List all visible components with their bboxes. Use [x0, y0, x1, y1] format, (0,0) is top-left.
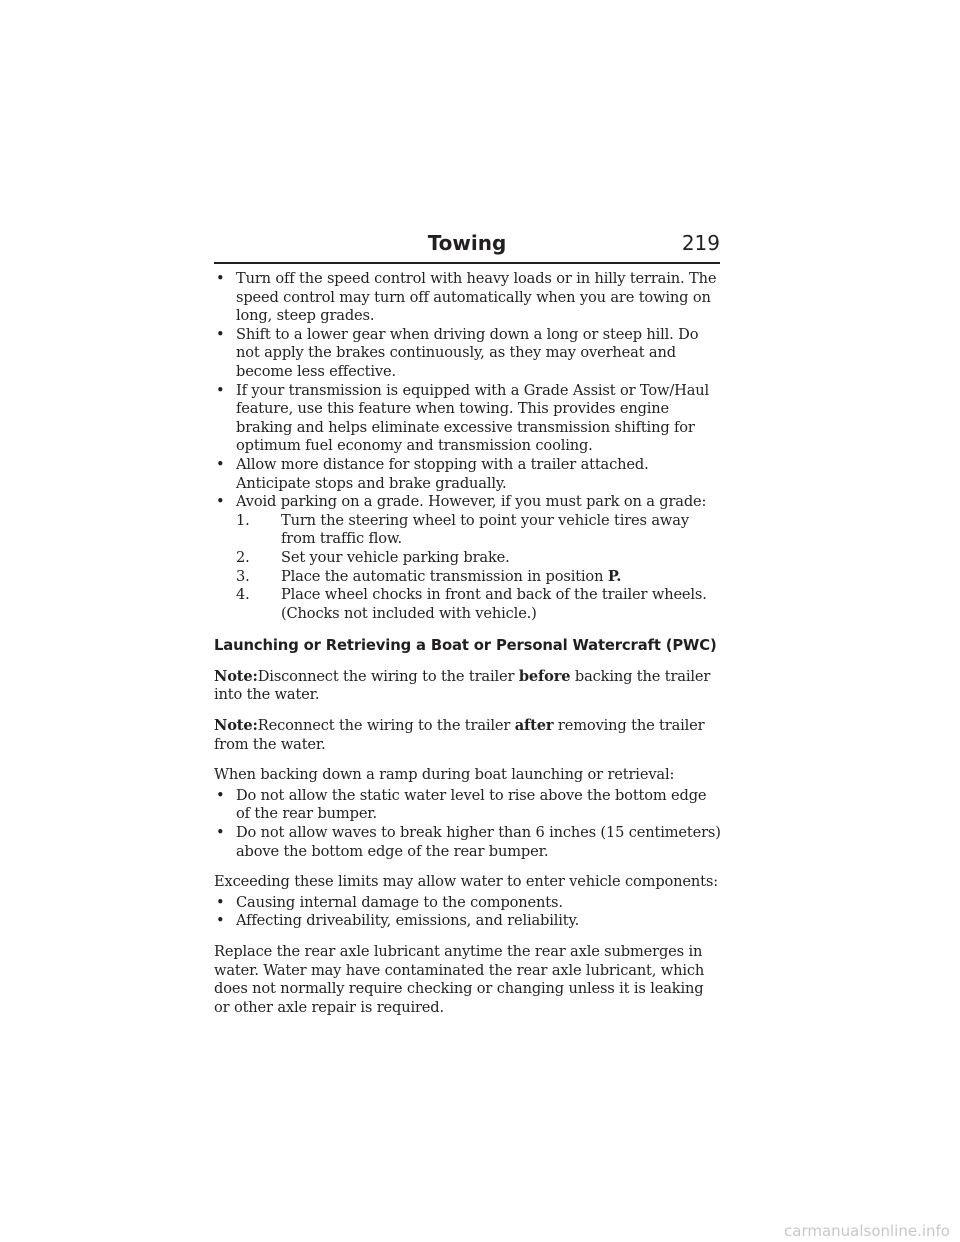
list-item: • Allow more distance for stopping with a trailer attached. Anticipate stops and brake gradually.	[216, 455, 649, 492]
watermark: carmanualsonline.info	[784, 1222, 950, 1240]
list-item: • Shift to a lower gear when driving down a long or steep hill. Do not apply the brakes continuously, as they may overheat and become less effective.	[216, 325, 699, 380]
note-label: Note:	[214, 667, 258, 685]
note-label: Note:	[214, 717, 258, 735]
water-level-list	[214, 787, 722, 861]
list-item: • Affecting driveability, emissions, and reliability.	[216, 912, 580, 930]
step-number: 2.	[236, 548, 250, 566]
list-item: • Do not allow waves to break higher than 6 inches (15 centimeters) above the bottom edge of the rear bumper.	[216, 824, 721, 860]
towing-tips-list	[214, 270, 722, 623]
step-item: 3. Place the automatic transmission in position P.	[236, 567, 622, 585]
step-item: 2. Set your vehicle parking brake.	[236, 548, 510, 566]
consequences-list	[214, 894, 722, 931]
list-item: • If your transmission is equipped with a Grade Assist or Tow/Haul feature, use this feature when towing. This provides engine braking and helps eliminate excessive transmission shifting for optimum fuel economy and transmission cooling.	[216, 381, 710, 455]
parking-steps-list	[236, 512, 722, 624]
page-header	[214, 228, 720, 264]
section-title: Towing	[427, 231, 507, 255]
bullet-icon: •	[216, 786, 225, 804]
note-paragraph: Note:Reconnect the wiring to the trailer after removing the trailer from the water.	[214, 717, 705, 753]
emphasis: after	[514, 717, 554, 735]
step-number: 3.	[236, 567, 250, 585]
bullet-icon: •	[216, 381, 225, 399]
body-paragraph: When backing down a ramp during boat launching or retrieval:	[214, 766, 675, 784]
body-paragraph: Exceeding these limits may allow water to enter vehicle components:	[214, 873, 718, 891]
bullet-icon: •	[216, 455, 225, 473]
page-content	[214, 270, 722, 1029]
gear-position: P.	[607, 567, 622, 585]
section-heading: Launching or Retrieving a Boat or Personal Watercraft (PWC)	[214, 637, 717, 655]
bullet-icon: •	[216, 893, 225, 911]
list-item: • Do not allow the static water level to rise above the bottom edge of the rear bumper.	[216, 786, 707, 823]
bullet-icon: •	[216, 824, 225, 842]
step-number: 1.	[236, 511, 250, 529]
step-item: 1. Turn the steering wheel to point your vehicle tires away from traffic flow.	[236, 511, 689, 548]
note-paragraph: Note:Disconnect the wiring to the trailer before backing the trailer into the water.	[214, 667, 711, 704]
step-item: 4. Place wheel chocks in front and back of the trailer wheels. (Chocks not included with vehicle.)	[236, 586, 707, 622]
step-number: 4.	[236, 586, 250, 604]
bullet-icon: •	[216, 493, 225, 511]
list-item: • Causing internal damage to the components.	[216, 893, 563, 911]
bullet-icon: •	[216, 270, 225, 287]
page-number: 219	[681, 231, 720, 255]
bullet-icon: •	[216, 912, 225, 930]
bullet-icon: •	[216, 325, 225, 343]
emphasis: before	[518, 667, 571, 685]
list-item: • Turn off the speed control with heavy loads or in hilly terrain. The speed control may turn off automatically when you are towing on long, steep grades.	[216, 270, 717, 325]
list-item: • Avoid parking on a grade. However, if you must park on a grade: 1. Turn the steering wheel to point your vehicle tires away from traffic flow. 2. Set your vehicle parking brake. 3. Place the automatic transmission in position P. 4. Place wheel chocks in front and back of the trailer wheels. (Chocks not included with vehicle.)	[214, 493, 722, 623]
body-paragraph: Replace the rear axle lubricant anytime the rear axle submerges in water. Water may have contaminated the rear axle lubricant, which does not normally require checking or changing unless it is leaking or other axle repair is required.	[214, 943, 705, 1016]
